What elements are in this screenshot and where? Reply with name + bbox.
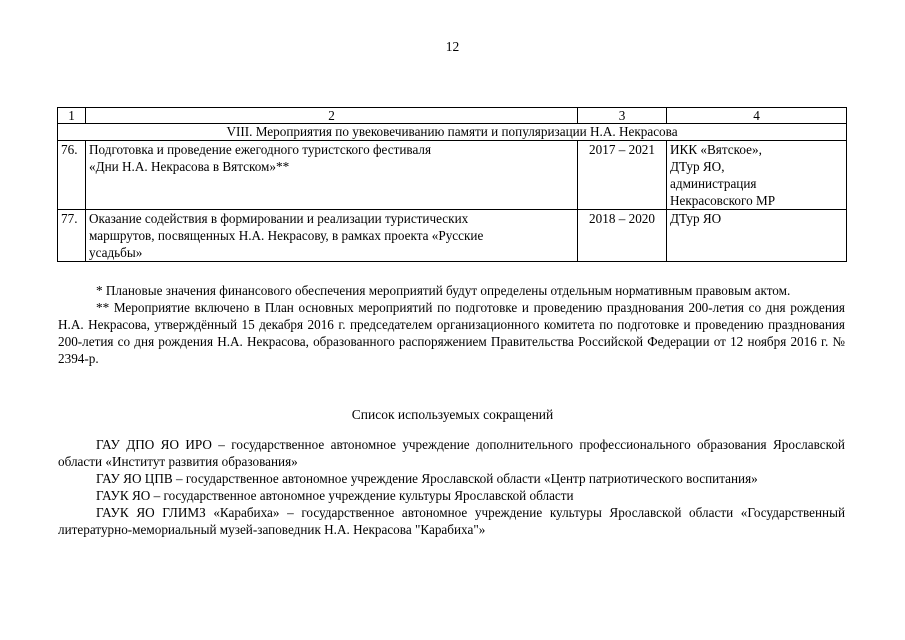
section-row	[58, 124, 847, 141]
abbreviation-item: ГАУК ЯО ГЛИМЗ «Карабиха» – государственное автономное учреждение культуры Ярославской области «Государственный литературно-мемориальный музей-заповедник Н.А. Некрасова "Карабиха"»	[58, 505, 845, 537]
abbreviations-list	[58, 436, 845, 538]
row-number: 77.	[58, 210, 86, 262]
header-cell-1: 1	[58, 108, 86, 124]
row-executors	[667, 210, 847, 262]
executor-line: Некрасовского МР	[670, 193, 776, 208]
header-cell-2: 2	[86, 108, 578, 124]
description-line: Подготовка и проведение ежегодного туристского фестиваля	[89, 142, 432, 157]
header-cell-4: 4	[667, 108, 847, 124]
executor-line: ДТур ЯО	[670, 211, 722, 226]
abbreviation-item: ГАУК ЯО – государственное автономное учреждение культуры Ярославской области	[96, 488, 574, 503]
footnotes	[58, 282, 845, 367]
table-row	[58, 210, 847, 262]
row-years: 2018 – 2020	[578, 210, 667, 262]
row-executors	[667, 141, 847, 210]
row-description	[86, 210, 578, 262]
footnote-double-star: ** Мероприятие включено в План основных мероприятий по подготовке и проведению празднования 200-летия со дня рождения Н.А. Некрасова, утверждённый 15 декабря 2016 г. председателем организационного комитета по подготовке и проведению празднования 200-летия со дня рождения Н.А. Некрасова, образованного распоряжением Правительства Российской Федерации от 12 ноября 2016 г. № 2394-р.	[58, 300, 845, 366]
description-line: усадьбы»	[89, 245, 143, 260]
description-line: Оказание содействия в формировании и реализации туристических	[89, 211, 469, 226]
executor-line: администрация	[670, 176, 757, 191]
executor-line: ДТур ЯО,	[670, 159, 725, 174]
executor-line: ИКК «Вятское»,	[670, 142, 762, 157]
events-table	[57, 107, 847, 262]
table-header-row	[58, 108, 847, 124]
row-years: 2017 – 2021	[578, 141, 667, 210]
abbreviation-item: ГАУ ДПО ЯО ИРО – государственное автономное учреждение дополнительного профессионального образования Ярославской области «Институт развития образования»	[58, 437, 845, 469]
description-line: маршрутов, посвященных Н.А. Некрасову, в рамках проекта «Русские	[89, 228, 484, 243]
abbreviations-title: Список используемых сокращений	[351, 407, 554, 422]
row-description	[86, 141, 578, 210]
table-row	[58, 141, 847, 210]
footnote-single-star: * Плановые значения финансового обеспечения мероприятий будут определены отдельным нормативным правовым актом.	[96, 283, 791, 298]
section-title: VIII. Мероприятия по увековечиванию памяти и популяризации Н.А. Некрасова	[58, 124, 847, 141]
description-line: «Дни Н.А. Некрасова в Вятском»**	[89, 159, 290, 174]
row-number: 76.	[58, 141, 86, 210]
page-number: 12	[445, 39, 460, 54]
header-cell-3: 3	[578, 108, 667, 124]
abbreviation-item: ГАУ ЯО ЦПВ – государственное автономное учреждение Ярославской области «Центр патриотического воспитания»	[96, 471, 758, 486]
